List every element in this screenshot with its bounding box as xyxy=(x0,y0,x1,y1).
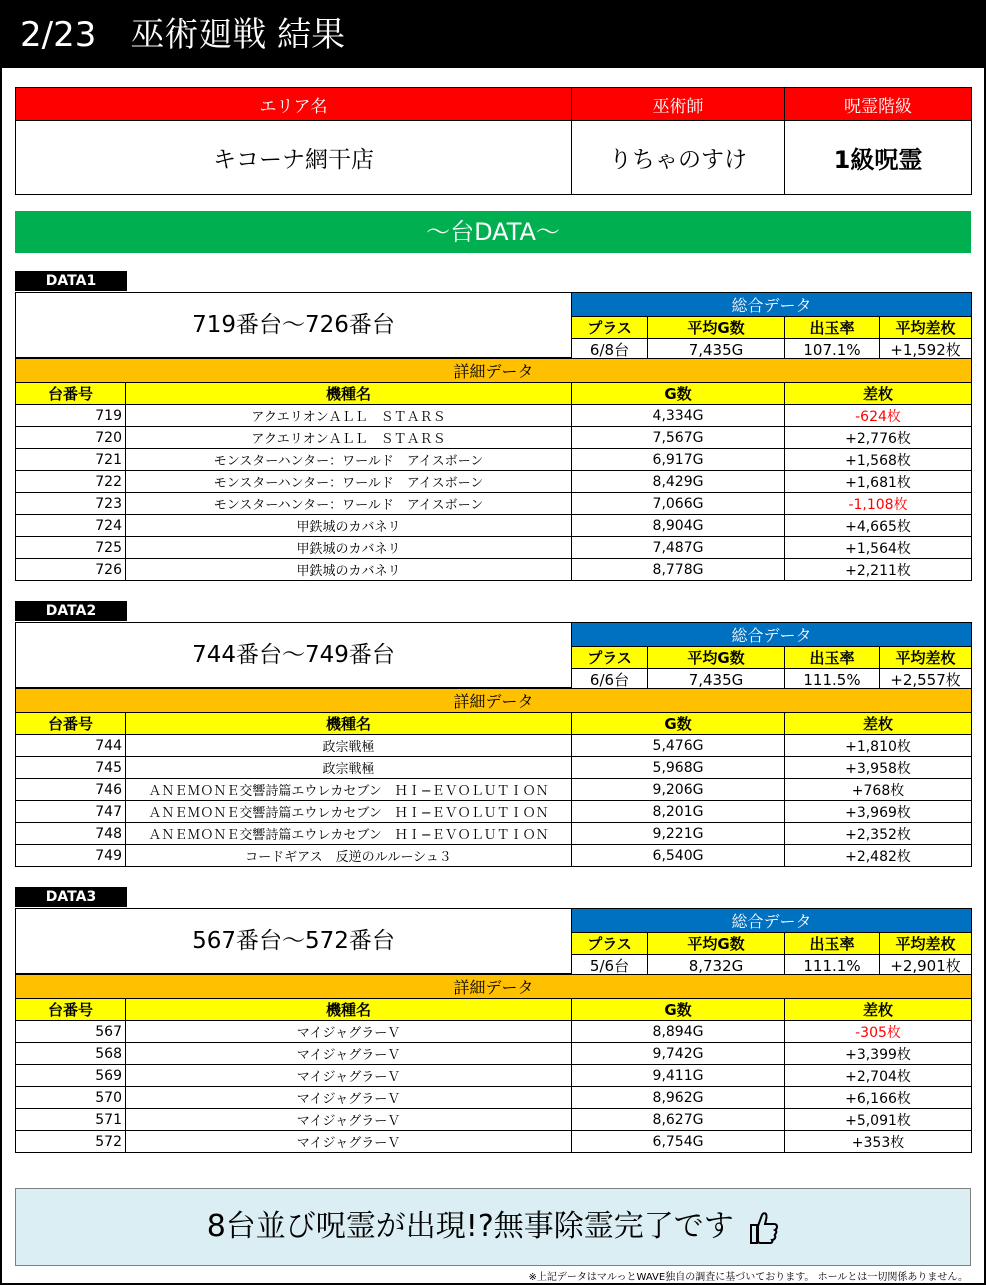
summary-avg-diff: +2,901枚 xyxy=(880,955,972,977)
summary-block xyxy=(15,908,971,974)
coin-difference: +2,482枚 xyxy=(785,845,972,867)
coin-difference: +353枚 xyxy=(785,1131,972,1153)
caster-name: りちゃのすけ xyxy=(572,121,785,195)
summary-col-header: 出玉率 xyxy=(785,933,880,955)
unit-number: 567 xyxy=(16,1021,126,1043)
summary-avg-diff: +2,557枚 xyxy=(880,669,972,691)
unit-number: 746 xyxy=(16,779,126,801)
summary-avg-games: 8,732G xyxy=(648,955,785,977)
page-title: 2/23 巫術廻戦 結果 xyxy=(2,2,984,68)
disclaimer: ※上記データはマルっとWAVE独自の調査に基づいております。 ホールとは一切関係ありません。 xyxy=(528,1272,968,1283)
store-info-table xyxy=(15,87,972,195)
detail-col-header: 機種名 xyxy=(126,713,572,735)
machine-name: マイジャグラーＶ xyxy=(126,1087,572,1109)
game-count: 4,334G xyxy=(572,405,785,427)
table-row xyxy=(16,1043,972,1065)
detail-col-header: 台番号 xyxy=(16,383,126,405)
unit-number: 744 xyxy=(16,735,126,757)
table-row xyxy=(16,515,972,537)
machine-name: マイジャグラーＶ xyxy=(126,1109,572,1131)
machine-name: マイジャグラーＶ xyxy=(126,1021,572,1043)
table-row xyxy=(16,757,972,779)
summary-col-header: プラス xyxy=(572,933,648,955)
summary-payout: 111.5% xyxy=(785,669,880,691)
table-row xyxy=(16,845,972,867)
detail-table xyxy=(15,688,972,867)
game-count: 8,778G xyxy=(572,559,785,581)
section-tab: DATA2 xyxy=(15,601,127,621)
table-row xyxy=(16,537,972,559)
thumbs-up-icon xyxy=(749,1211,779,1245)
unit-number: 720 xyxy=(16,427,126,449)
unit-number: 571 xyxy=(16,1109,126,1131)
game-count: 8,201G xyxy=(572,801,785,823)
machine-name: アクエリオンＡＬＬ ＳＴＡＲＳ xyxy=(126,427,572,449)
unit-number: 568 xyxy=(16,1043,126,1065)
table-row xyxy=(16,779,972,801)
coin-difference: +1,810枚 xyxy=(785,735,972,757)
table-row xyxy=(16,427,972,449)
summary-table xyxy=(571,622,972,691)
summary-table xyxy=(571,908,972,977)
unit-number: 749 xyxy=(16,845,126,867)
summary-block xyxy=(15,622,971,688)
machine-name: コードギアス 反逆のルルーシュ３ xyxy=(126,845,572,867)
game-count: 9,411G xyxy=(572,1065,785,1087)
coin-difference: +768枚 xyxy=(785,779,972,801)
unit-range: 719番台〜726番台 xyxy=(15,292,572,358)
detail-col-header: 差枚 xyxy=(785,383,972,405)
detail-header: 詳細データ xyxy=(16,359,972,383)
spirit-rank: 1級呪霊 xyxy=(785,121,972,195)
summary-col-header: 平均差枚 xyxy=(880,317,972,339)
machine-name: アクエリオンＡＬＬ ＳＴＡＲＳ xyxy=(126,405,572,427)
table-row xyxy=(16,735,972,757)
area-name: キコーナ網干店 xyxy=(16,121,572,195)
coin-difference: +5,091枚 xyxy=(785,1109,972,1131)
game-count: 5,968G xyxy=(572,757,785,779)
coin-difference: +1,568枚 xyxy=(785,449,972,471)
summary-header: 総合データ xyxy=(572,909,972,933)
machine-name: 甲鉄城のカバネリ xyxy=(126,559,572,581)
table-row xyxy=(16,449,972,471)
table-row xyxy=(16,1065,972,1087)
coin-difference: +2,776枚 xyxy=(785,427,972,449)
coin-difference: +4,665枚 xyxy=(785,515,972,537)
detail-col-header: G数 xyxy=(572,383,785,405)
unit-number: 747 xyxy=(16,801,126,823)
unit-number: 719 xyxy=(16,405,126,427)
summary-table xyxy=(571,292,972,361)
footer-message-box xyxy=(15,1188,971,1266)
section-tab: DATA3 xyxy=(15,887,127,907)
summary-block xyxy=(15,292,971,358)
coin-difference: +3,399枚 xyxy=(785,1043,972,1065)
machine-name: 政宗戦極 xyxy=(126,757,572,779)
table-row xyxy=(16,1021,972,1043)
unit-number: 570 xyxy=(16,1087,126,1109)
section-tab: DATA1 xyxy=(15,271,127,291)
coin-difference: -305枚 xyxy=(785,1021,972,1043)
coin-difference: +2,211枚 xyxy=(785,559,972,581)
game-count: 9,206G xyxy=(572,779,785,801)
summary-col-header: プラス xyxy=(572,317,648,339)
summary-col-header: プラス xyxy=(572,647,648,669)
summary-col-header: 平均G数 xyxy=(648,317,785,339)
summary-payout: 107.1% xyxy=(785,339,880,361)
coin-difference: +1,681枚 xyxy=(785,471,972,493)
game-count: 8,904G xyxy=(572,515,785,537)
detail-header: 詳細データ xyxy=(16,975,972,999)
rank-header: 呪霊階級 xyxy=(785,88,972,121)
detail-col-header: 機種名 xyxy=(126,999,572,1021)
summary-avg-games: 7,435G xyxy=(648,669,785,691)
detail-col-header: G数 xyxy=(572,713,785,735)
footer-message: 8台並び呪霊が出現!?無事除霊完了です xyxy=(206,1209,734,1244)
summary-header: 総合データ xyxy=(572,293,972,317)
summary-col-header: 平均差枚 xyxy=(880,647,972,669)
unit-number: 725 xyxy=(16,537,126,559)
detail-col-header: 台番号 xyxy=(16,999,126,1021)
detail-col-header: 差枚 xyxy=(785,713,972,735)
coin-difference: +2,352枚 xyxy=(785,823,972,845)
game-count: 7,487G xyxy=(572,537,785,559)
table-row xyxy=(16,1087,972,1109)
game-count: 8,894G xyxy=(572,1021,785,1043)
unit-number: 726 xyxy=(16,559,126,581)
coin-difference: +1,564枚 xyxy=(785,537,972,559)
detail-col-header: 機種名 xyxy=(126,383,572,405)
coin-difference: +3,958枚 xyxy=(785,757,972,779)
unit-number: 745 xyxy=(16,757,126,779)
unit-number: 723 xyxy=(16,493,126,515)
detail-col-header: G数 xyxy=(572,999,785,1021)
summary-col-header: 出玉率 xyxy=(785,647,880,669)
summary-col-header: 平均G数 xyxy=(648,647,785,669)
game-count: 8,429G xyxy=(572,471,785,493)
table-row xyxy=(16,801,972,823)
machine-name: 甲鉄城のカバネリ xyxy=(126,515,572,537)
coin-difference: +3,969枚 xyxy=(785,801,972,823)
table-row xyxy=(16,493,972,515)
machine-name: マイジャグラーＶ xyxy=(126,1065,572,1087)
table-row xyxy=(16,1131,972,1153)
machine-name: ＡＮＥＭＯＮＥ交響詩篇エウレカセブン ＨＩ−ＥＶＯＬＵＴＩＯＮ xyxy=(126,823,572,845)
data-banner: 〜台DATA〜 xyxy=(15,211,971,253)
summary-header: 総合データ xyxy=(572,623,972,647)
game-count: 5,476G xyxy=(572,735,785,757)
summary-plus: 6/8台 xyxy=(572,339,648,361)
unit-number: 569 xyxy=(16,1065,126,1087)
machine-name: 甲鉄城のカバネリ xyxy=(126,537,572,559)
machine-name: ＡＮＥＭＯＮＥ交響詩篇エウレカセブン ＨＩ−ＥＶＯＬＵＴＩＯＮ xyxy=(126,801,572,823)
game-count: 8,627G xyxy=(572,1109,785,1131)
summary-avg-games: 7,435G xyxy=(648,339,785,361)
summary-col-header: 平均差枚 xyxy=(880,933,972,955)
caster-header: 巫術師 xyxy=(572,88,785,121)
detail-col-header: 台番号 xyxy=(16,713,126,735)
detail-header: 詳細データ xyxy=(16,689,972,713)
area-header: エリア名 xyxy=(16,88,572,121)
table-row xyxy=(16,405,972,427)
unit-number: 721 xyxy=(16,449,126,471)
machine-name: ＡＮＥＭＯＮＥ交響詩篇エウレカセブン ＨＩ−ＥＶＯＬＵＴＩＯＮ xyxy=(126,779,572,801)
machine-name: マイジャグラーＶ xyxy=(126,1131,572,1153)
summary-col-header: 平均G数 xyxy=(648,933,785,955)
game-count: 6,540G xyxy=(572,845,785,867)
machine-name: 政宗戦極 xyxy=(126,735,572,757)
unit-number: 722 xyxy=(16,471,126,493)
summary-plus: 5/6台 xyxy=(572,955,648,977)
game-count: 7,066G xyxy=(572,493,785,515)
machine-name: モンスターハンター：ワールド アイスボーン xyxy=(126,471,572,493)
summary-plus: 6/6台 xyxy=(572,669,648,691)
unit-number: 724 xyxy=(16,515,126,537)
coin-difference: +6,166枚 xyxy=(785,1087,972,1109)
table-row xyxy=(16,823,972,845)
coin-difference: -1,108枚 xyxy=(785,493,972,515)
game-count: 6,754G xyxy=(572,1131,785,1153)
machine-name: モンスターハンター：ワールド アイスボーン xyxy=(126,493,572,515)
coin-difference: -624枚 xyxy=(785,405,972,427)
table-row xyxy=(16,559,972,581)
game-count: 8,962G xyxy=(572,1087,785,1109)
game-count: 9,221G xyxy=(572,823,785,845)
detail-table xyxy=(15,974,972,1153)
machine-name: マイジャグラーＶ xyxy=(126,1043,572,1065)
unit-range: 567番台〜572番台 xyxy=(15,908,572,974)
table-row xyxy=(16,471,972,493)
table-row xyxy=(16,1109,972,1131)
game-count: 9,742G xyxy=(572,1043,785,1065)
summary-payout: 111.1% xyxy=(785,955,880,977)
machine-name: モンスターハンター：ワールド アイスボーン xyxy=(126,449,572,471)
detail-col-header: 差枚 xyxy=(785,999,972,1021)
coin-difference: +2,704枚 xyxy=(785,1065,972,1087)
summary-col-header: 出玉率 xyxy=(785,317,880,339)
unit-number: 748 xyxy=(16,823,126,845)
unit-number: 572 xyxy=(16,1131,126,1153)
detail-table xyxy=(15,358,972,581)
summary-avg-diff: +1,592枚 xyxy=(880,339,972,361)
game-count: 6,917G xyxy=(572,449,785,471)
unit-range: 744番台〜749番台 xyxy=(15,622,572,688)
game-count: 7,567G xyxy=(572,427,785,449)
